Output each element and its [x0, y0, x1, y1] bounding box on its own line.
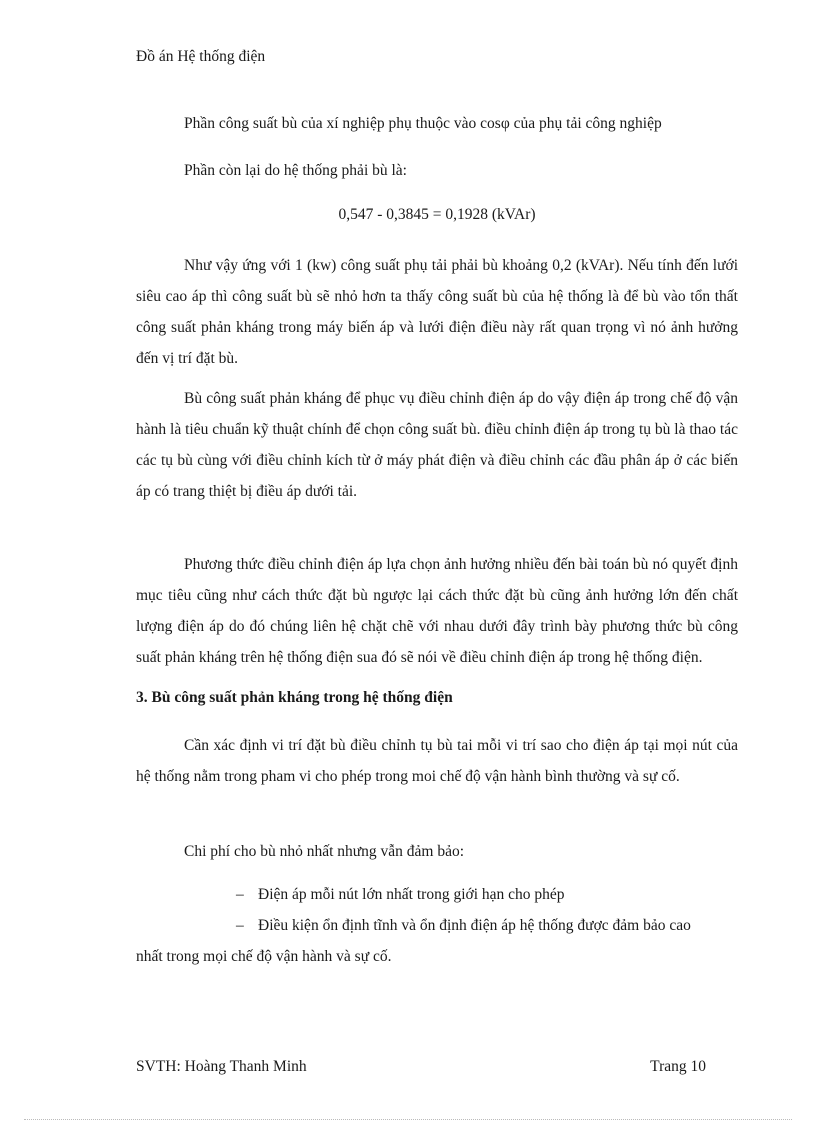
paragraph-4: Bù công suất phản kháng để phục vụ điều chỉnh điện áp do vậy điện áp trong chế độ vận hành là tiêu chuẩn kỹ thuật chính để chọn công suất bù. điều chỉnh điện áp trong tụ bù là thao tác các tụ bù cùng với điều chỉnh kích từ ở máy phát điện và điều chỉnh các đầu phân áp ở các biến áp có trang thiệt bị điều áp dưới tải. — [136, 390, 738, 500]
bullet-text: Điều kiện ổn định tĩnh và ổn định điện áp hệ thống được đảm bảo cao — [258, 917, 691, 934]
bullet-text: Điện áp mỗi nút lớn nhất trong giới hạn cho phép — [258, 886, 565, 903]
paragraph-3: Như vậy ứng với 1 (kw) công suất phụ tải phải bù khoảng 0,2 (kVAr). Nếu tính đến lưới siêu cao áp thì công suất bù sẽ nhỏ hơn ta thấy công suất bù của hệ thống là để bù vào tổn thất công suất phản kháng trong máy biến áp và lưới điện điều này rất quan trọng vì nó ảnh hưởng đến vị trí đặt bù. — [136, 257, 738, 367]
formula: 0,547 - 0,3845 = 0,1928 (kVAr) — [338, 206, 536, 223]
paragraph-7: Chi phí cho bù nhỏ nhất nhưng vẫn đảm bảo: — [184, 843, 465, 860]
footer-author: SVTH: Hoàng Thanh Minh — [136, 1058, 307, 1075]
page-footer — [136, 1058, 706, 1076]
bullet-dash: – — [236, 917, 244, 934]
paragraph-1: Phần công suất bù của xí nghiệp phụ thuộc vào cosφ của phụ tải công nghiệp — [184, 115, 662, 132]
bullet-item — [236, 886, 565, 904]
footer-page-number: Trang 10 — [650, 1058, 706, 1075]
paragraph-5: Phương thức điều chỉnh điện áp lựa chọn ảnh hưởng nhiều đến bài toán bù nó quyết định mục tiêu cũng như cách thức đặt bù ngược lại cách thức đặt bù cũng ảnh hưởng lớn đến chất lượng điện áp do đó chúng liên hệ chặt chẽ với nhau dưới đây trình bày phương thức bù công suất phản kháng trên hệ thống điện sua đó sẽ nói về điều chỉnh điện áp trong hệ thống điện. — [136, 556, 738, 666]
paragraph-6: Cần xác định vi trí đặt bù điều chỉnh tụ bù tai mỗi vi trí sao cho điện áp tại mọi nút của hệ thống nằm trong pham vi cho phép trong moi chế độ vận hành bình thường và sự cố. — [136, 737, 738, 785]
section-heading: 3. Bù công suất phản kháng trong hệ thống điện — [136, 689, 453, 706]
bullet-continuation: nhất trong mọi chế độ vận hành và sự cố. — [136, 948, 392, 965]
bullet-dash: – — [236, 886, 244, 903]
bullet-item — [236, 917, 738, 935]
page-header: Đồ án Hệ thống điện — [136, 48, 266, 65]
paragraph-2: Phần còn lại do hệ thống phải bù là: — [184, 162, 407, 179]
bottom-divider — [24, 1119, 792, 1120]
